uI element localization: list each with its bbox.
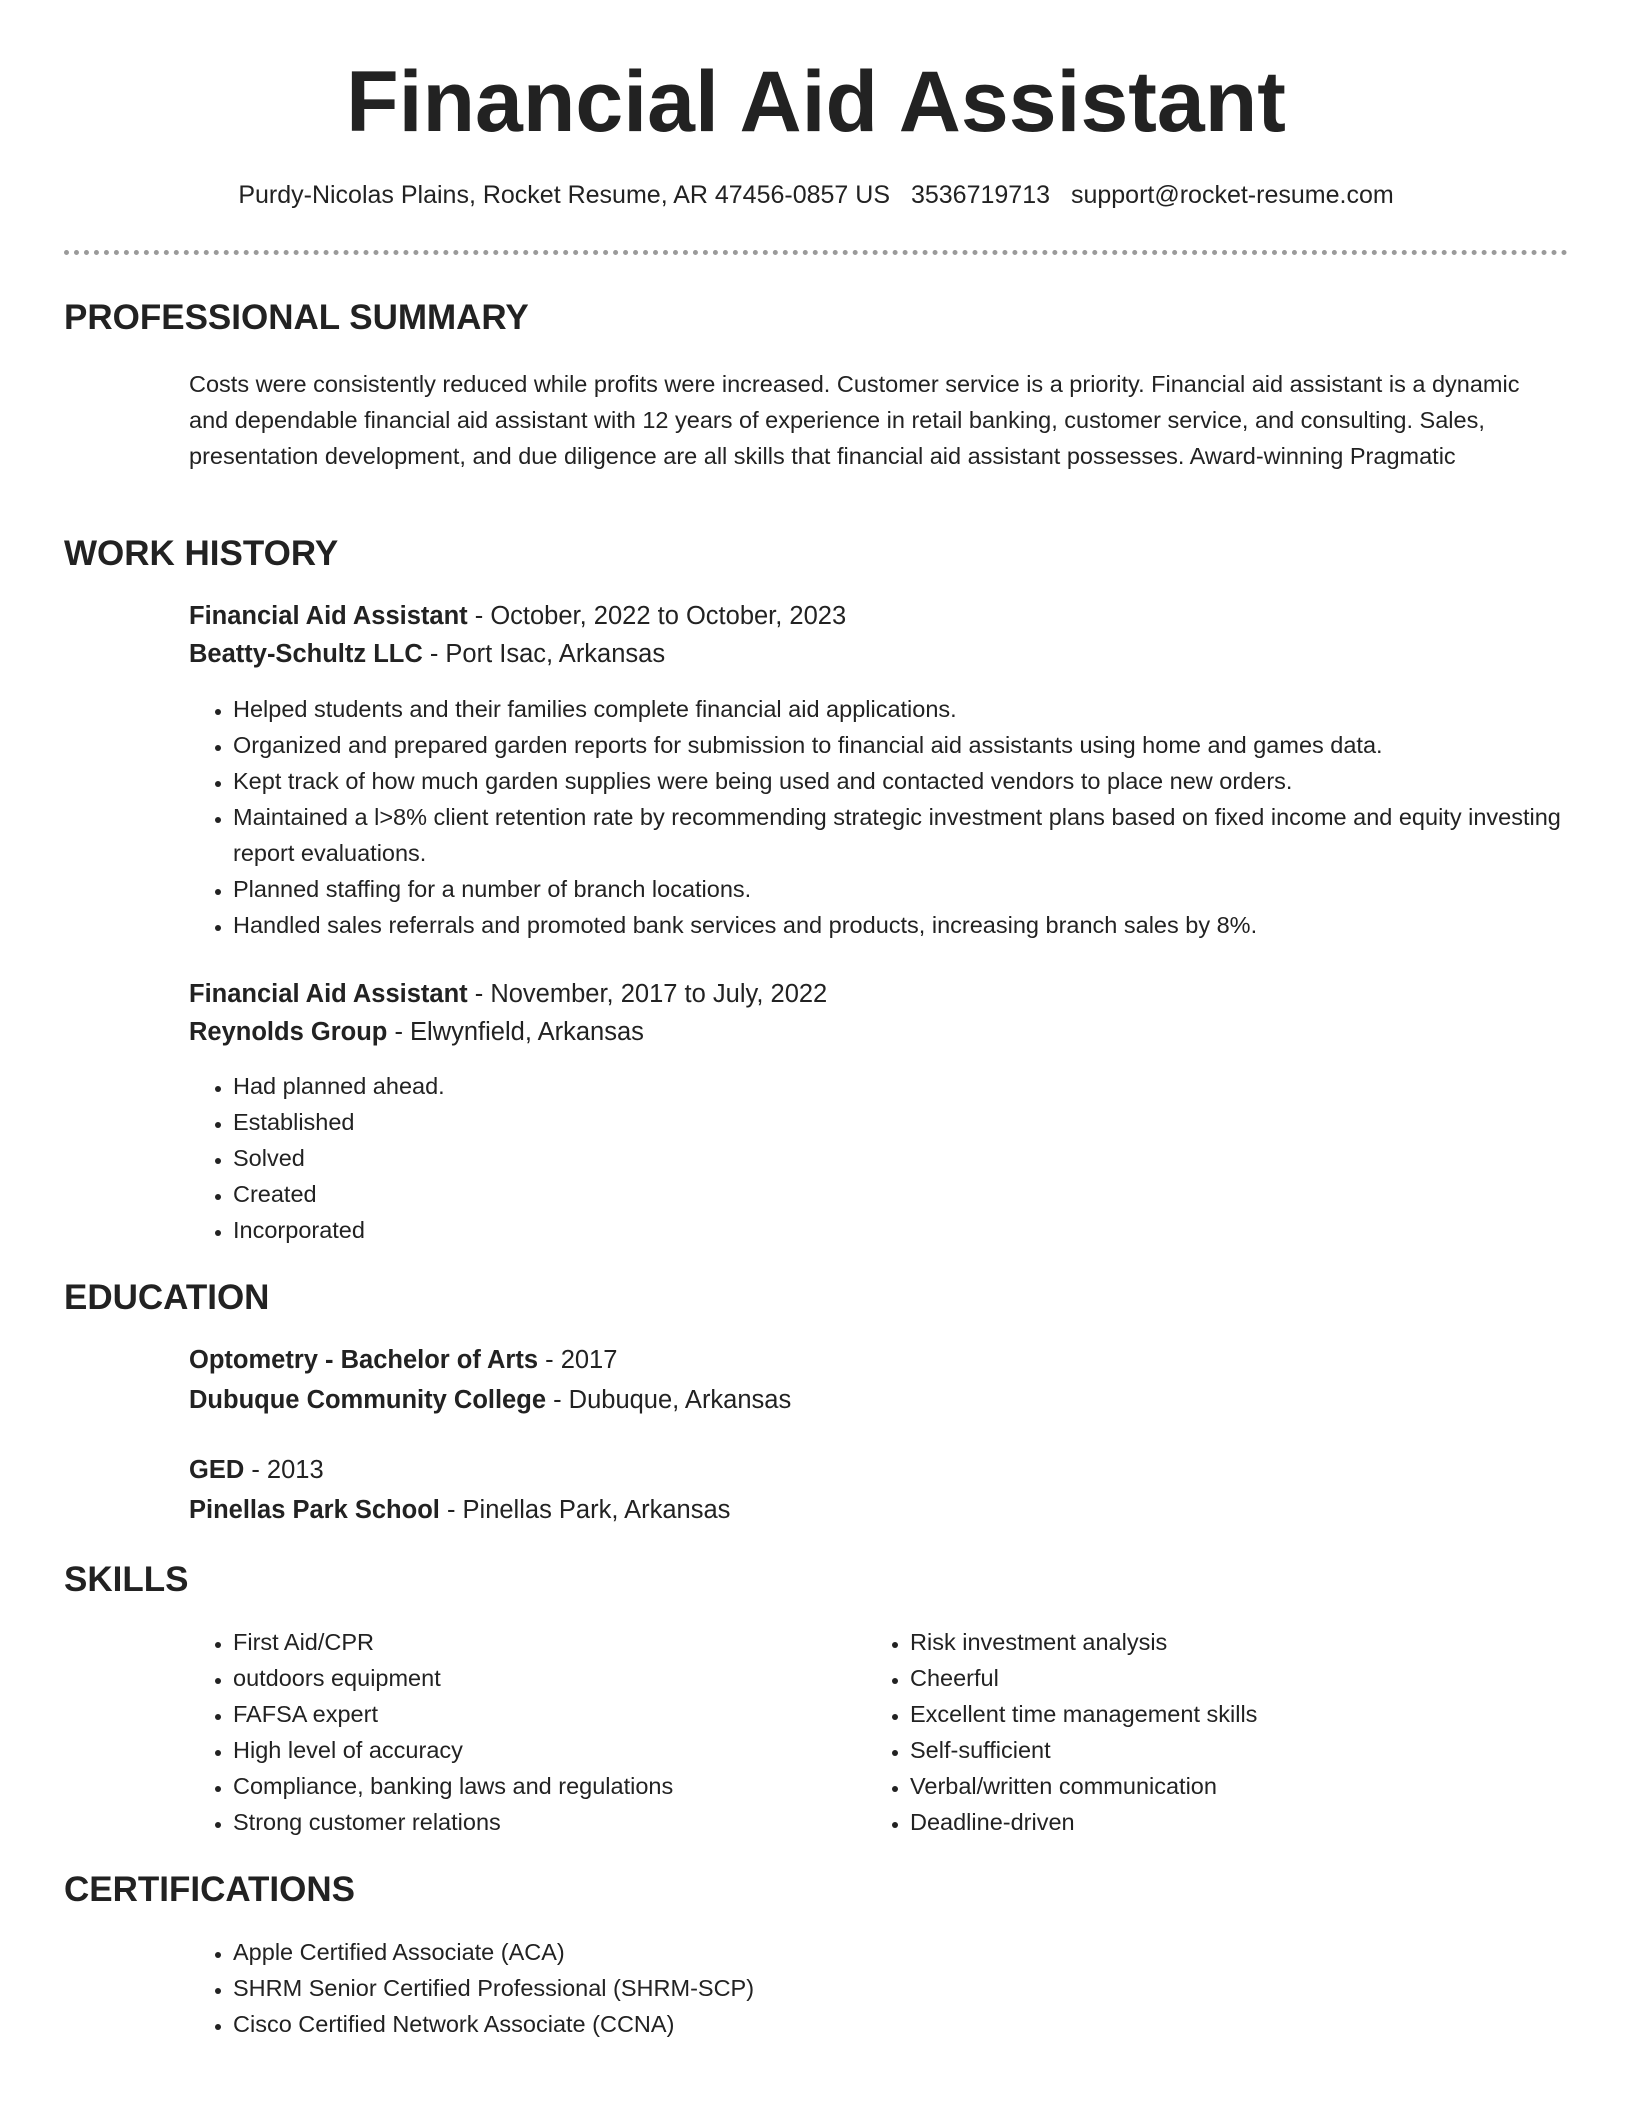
work-history-heading: WORK HISTORY — [64, 534, 339, 573]
header-divider — [64, 250, 1568, 255]
education-1-degree-line — [189, 1342, 617, 1378]
list-item: • Had planned ahead. — [233, 1068, 1583, 1104]
job-1-role: Financial Aid Assistant — [189, 602, 468, 630]
job-1-company-line — [189, 636, 665, 672]
list-item: • SHRM Senior Certified Professional (SHRM-SCP) — [233, 1970, 1583, 2006]
education-2-location: - Pinellas Park, Arkansas — [439, 1496, 731, 1524]
list-item: • Incorporated — [233, 1212, 1583, 1248]
list-item: • Deadline-driven — [910, 1804, 1550, 1840]
job-2-title-line — [189, 976, 827, 1012]
education-2-school-line — [189, 1492, 730, 1528]
list-item: • Verbal/written communication — [910, 1768, 1550, 1804]
list-item: • Organized and prepared garden reports for submission to financial aid assistants using home and games data. — [233, 727, 1583, 763]
list-item: • Planned staffing for a number of branch locations. — [233, 871, 1583, 907]
job-2-dates: - November, 2017 to July, 2022 — [467, 980, 828, 1008]
job-1-dates: - October, 2022 to October, 2023 — [467, 602, 847, 630]
job-2-role: Financial Aid Assistant — [189, 980, 468, 1008]
job-1-bullets — [189, 691, 1583, 943]
skills-heading: SKILLS — [64, 1560, 189, 1599]
education-2-year: - 2013 — [244, 1456, 324, 1484]
list-item: • Created — [233, 1176, 1583, 1212]
list-item: • Solved — [233, 1140, 1583, 1176]
list-item: • Excellent time management skills — [910, 1696, 1550, 1732]
education-2-school: Pinellas Park School — [189, 1496, 440, 1524]
job-1-title-line — [189, 598, 846, 634]
list-item: • Maintained a l>8% client retention rate by recommending strategic investment plans based on fixed income and equity investing report evaluations. — [233, 799, 1583, 871]
job-2-company-line — [189, 1014, 644, 1050]
skills-list-right — [866, 1624, 1550, 1840]
list-item: • Strong customer relations — [233, 1804, 873, 1840]
list-item: • Compliance, banking laws and regulations — [233, 1768, 873, 1804]
contact-address: Purdy-Nicolas Plains, Rocket Resume, AR 47456-0857 US — [238, 181, 891, 209]
list-item: • FAFSA expert — [233, 1696, 873, 1732]
education-1-location: - Dubuque, Arkansas — [546, 1386, 792, 1414]
list-item: • Cheerful — [910, 1660, 1550, 1696]
education-1-degree: Optometry - Bachelor of Arts — [189, 1346, 539, 1374]
certifications-list — [189, 1934, 1583, 2042]
job-1-company: Beatty-Schultz LLC — [189, 640, 423, 668]
certifications-heading: CERTIFICATIONS — [64, 1870, 356, 1909]
list-item: • outdoors equipment — [233, 1660, 873, 1696]
contact-line — [0, 178, 1632, 212]
list-item: • High level of accuracy — [233, 1732, 873, 1768]
education-1-year: - 2017 — [538, 1346, 618, 1374]
page-title: Financial Aid Assistant — [346, 54, 1286, 150]
list-item: • First Aid/CPR — [233, 1624, 873, 1660]
summary-heading: PROFESSIONAL SUMMARY — [64, 298, 529, 337]
list-item: • Cisco Certified Network Associate (CCNA) — [233, 2006, 1583, 2042]
job-1-location: - Port Isac, Arkansas — [422, 640, 666, 668]
education-heading: EDUCATION — [64, 1278, 270, 1317]
education-2-degree: GED — [189, 1456, 245, 1484]
summary-text: Costs were consistently reduced while profits were increased. Customer service is a priority. Financial aid assistant is a dynamic and dependable financial aid assistant with 12 years of experience in retail banking, customer service, and consulting. Sales, presentation development, and due diligence are all skills that financial aid assistant possesses. Award-winning Pragmatic — [189, 371, 1520, 469]
job-2-company: Reynolds Group — [189, 1018, 388, 1046]
list-item: • Self-sufficient — [910, 1732, 1550, 1768]
list-item: • Established — [233, 1104, 1583, 1140]
contact-email: support@rocket-resume.com — [1070, 181, 1394, 209]
job-2-location: - Elwynfield, Arkansas — [387, 1018, 644, 1046]
skills-list-left — [189, 1624, 873, 1840]
list-item: • Kept track of how much garden supplies were being used and contacted vendors to place new orders. — [233, 763, 1583, 799]
list-item: • Helped students and their families complete financial aid applications. — [233, 691, 1583, 727]
job-2-bullets — [189, 1068, 1583, 1248]
list-item: • Risk investment analysis — [910, 1624, 1550, 1660]
list-item: • Handled sales referrals and promoted bank services and products, increasing branch sales by 8%. — [233, 907, 1583, 943]
contact-phone: 3536719713 — [910, 181, 1051, 209]
education-1-school: Dubuque Community College — [189, 1386, 546, 1414]
list-item: • Apple Certified Associate (ACA) — [233, 1934, 1583, 1970]
education-2-degree-line — [189, 1452, 324, 1488]
education-1-school-line — [189, 1382, 791, 1418]
